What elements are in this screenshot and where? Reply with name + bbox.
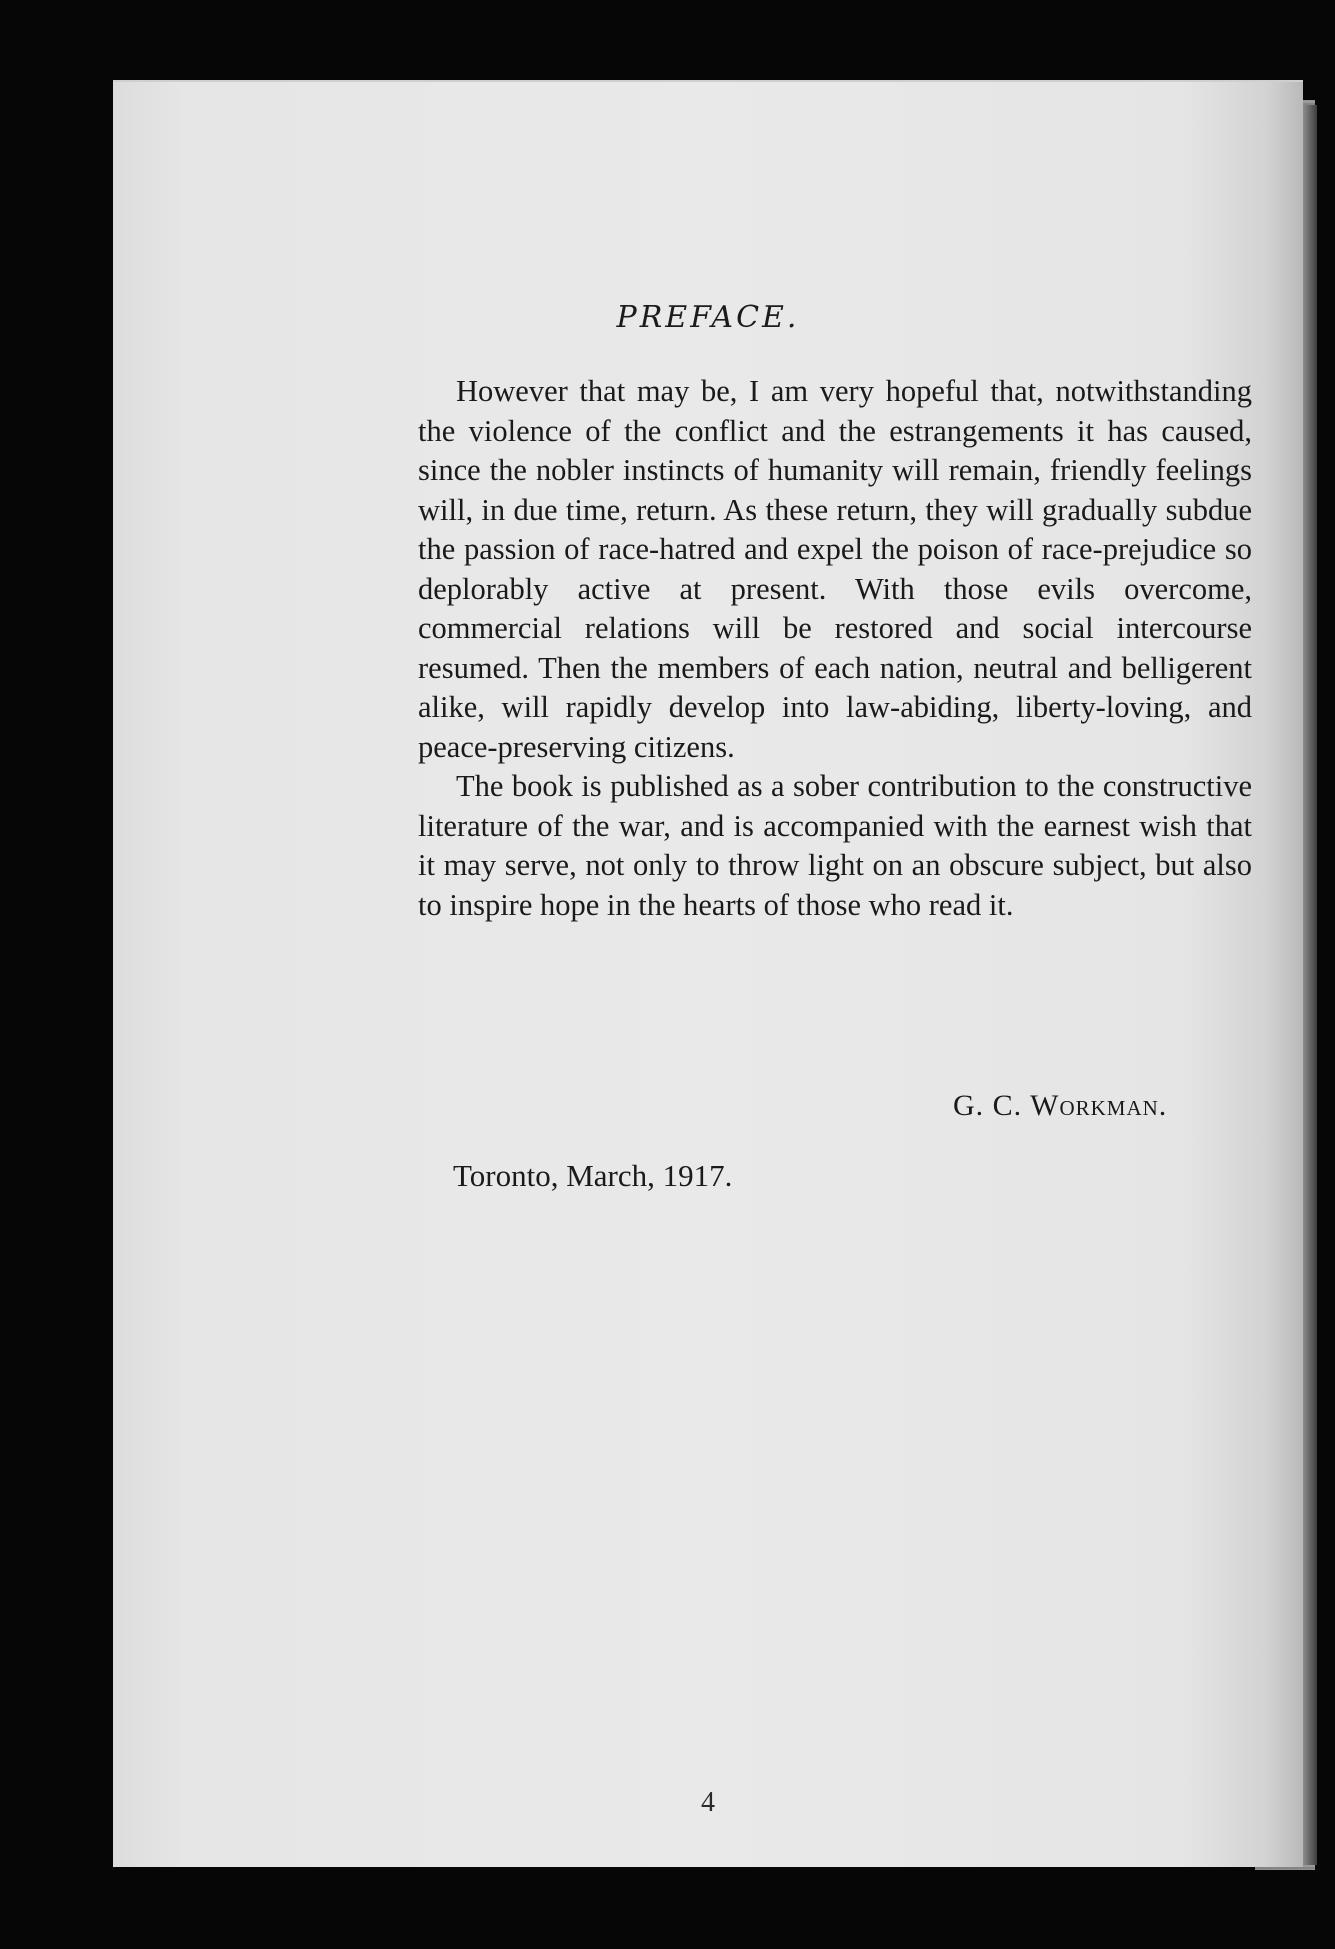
page-title: PREFACE. [616, 300, 800, 335]
binding-shadow [1303, 105, 1317, 1865]
book-page [113, 80, 1303, 1867]
author-signature: G. C. Workman. [953, 1089, 1168, 1122]
paragraph-2: The book is published as a sober contribution to the constructive literature of the war, and is accompanied with the earnest wish that it may serve, not only to throw light on an obscure subject, but also to inspire hope in the hearts of those who read it. [418, 769, 1252, 922]
paragraph-1: However that may be, I am very hopeful that, notwithstanding the violence of the conflict and the estrangements it has caused, since the nobler instincts of humanity will remain, friendly feelings will, in due time, return. As these return, they will gradually subdue the passion of race-hatred and expel the poison of race-prejudice so deplorably active at present. With those evils overcome, commercial relations will be restored and social intercourse resumed. Then the members of each nation, neutral and belligerent alike, will rapidly develop into law-abiding, liberty-loving, and peace-preserving citizens. [418, 374, 1252, 764]
page-number: 4 [701, 1787, 715, 1818]
dateline: Toronto, March, 1917. [453, 1158, 733, 1193]
preface-body [418, 372, 1252, 925]
